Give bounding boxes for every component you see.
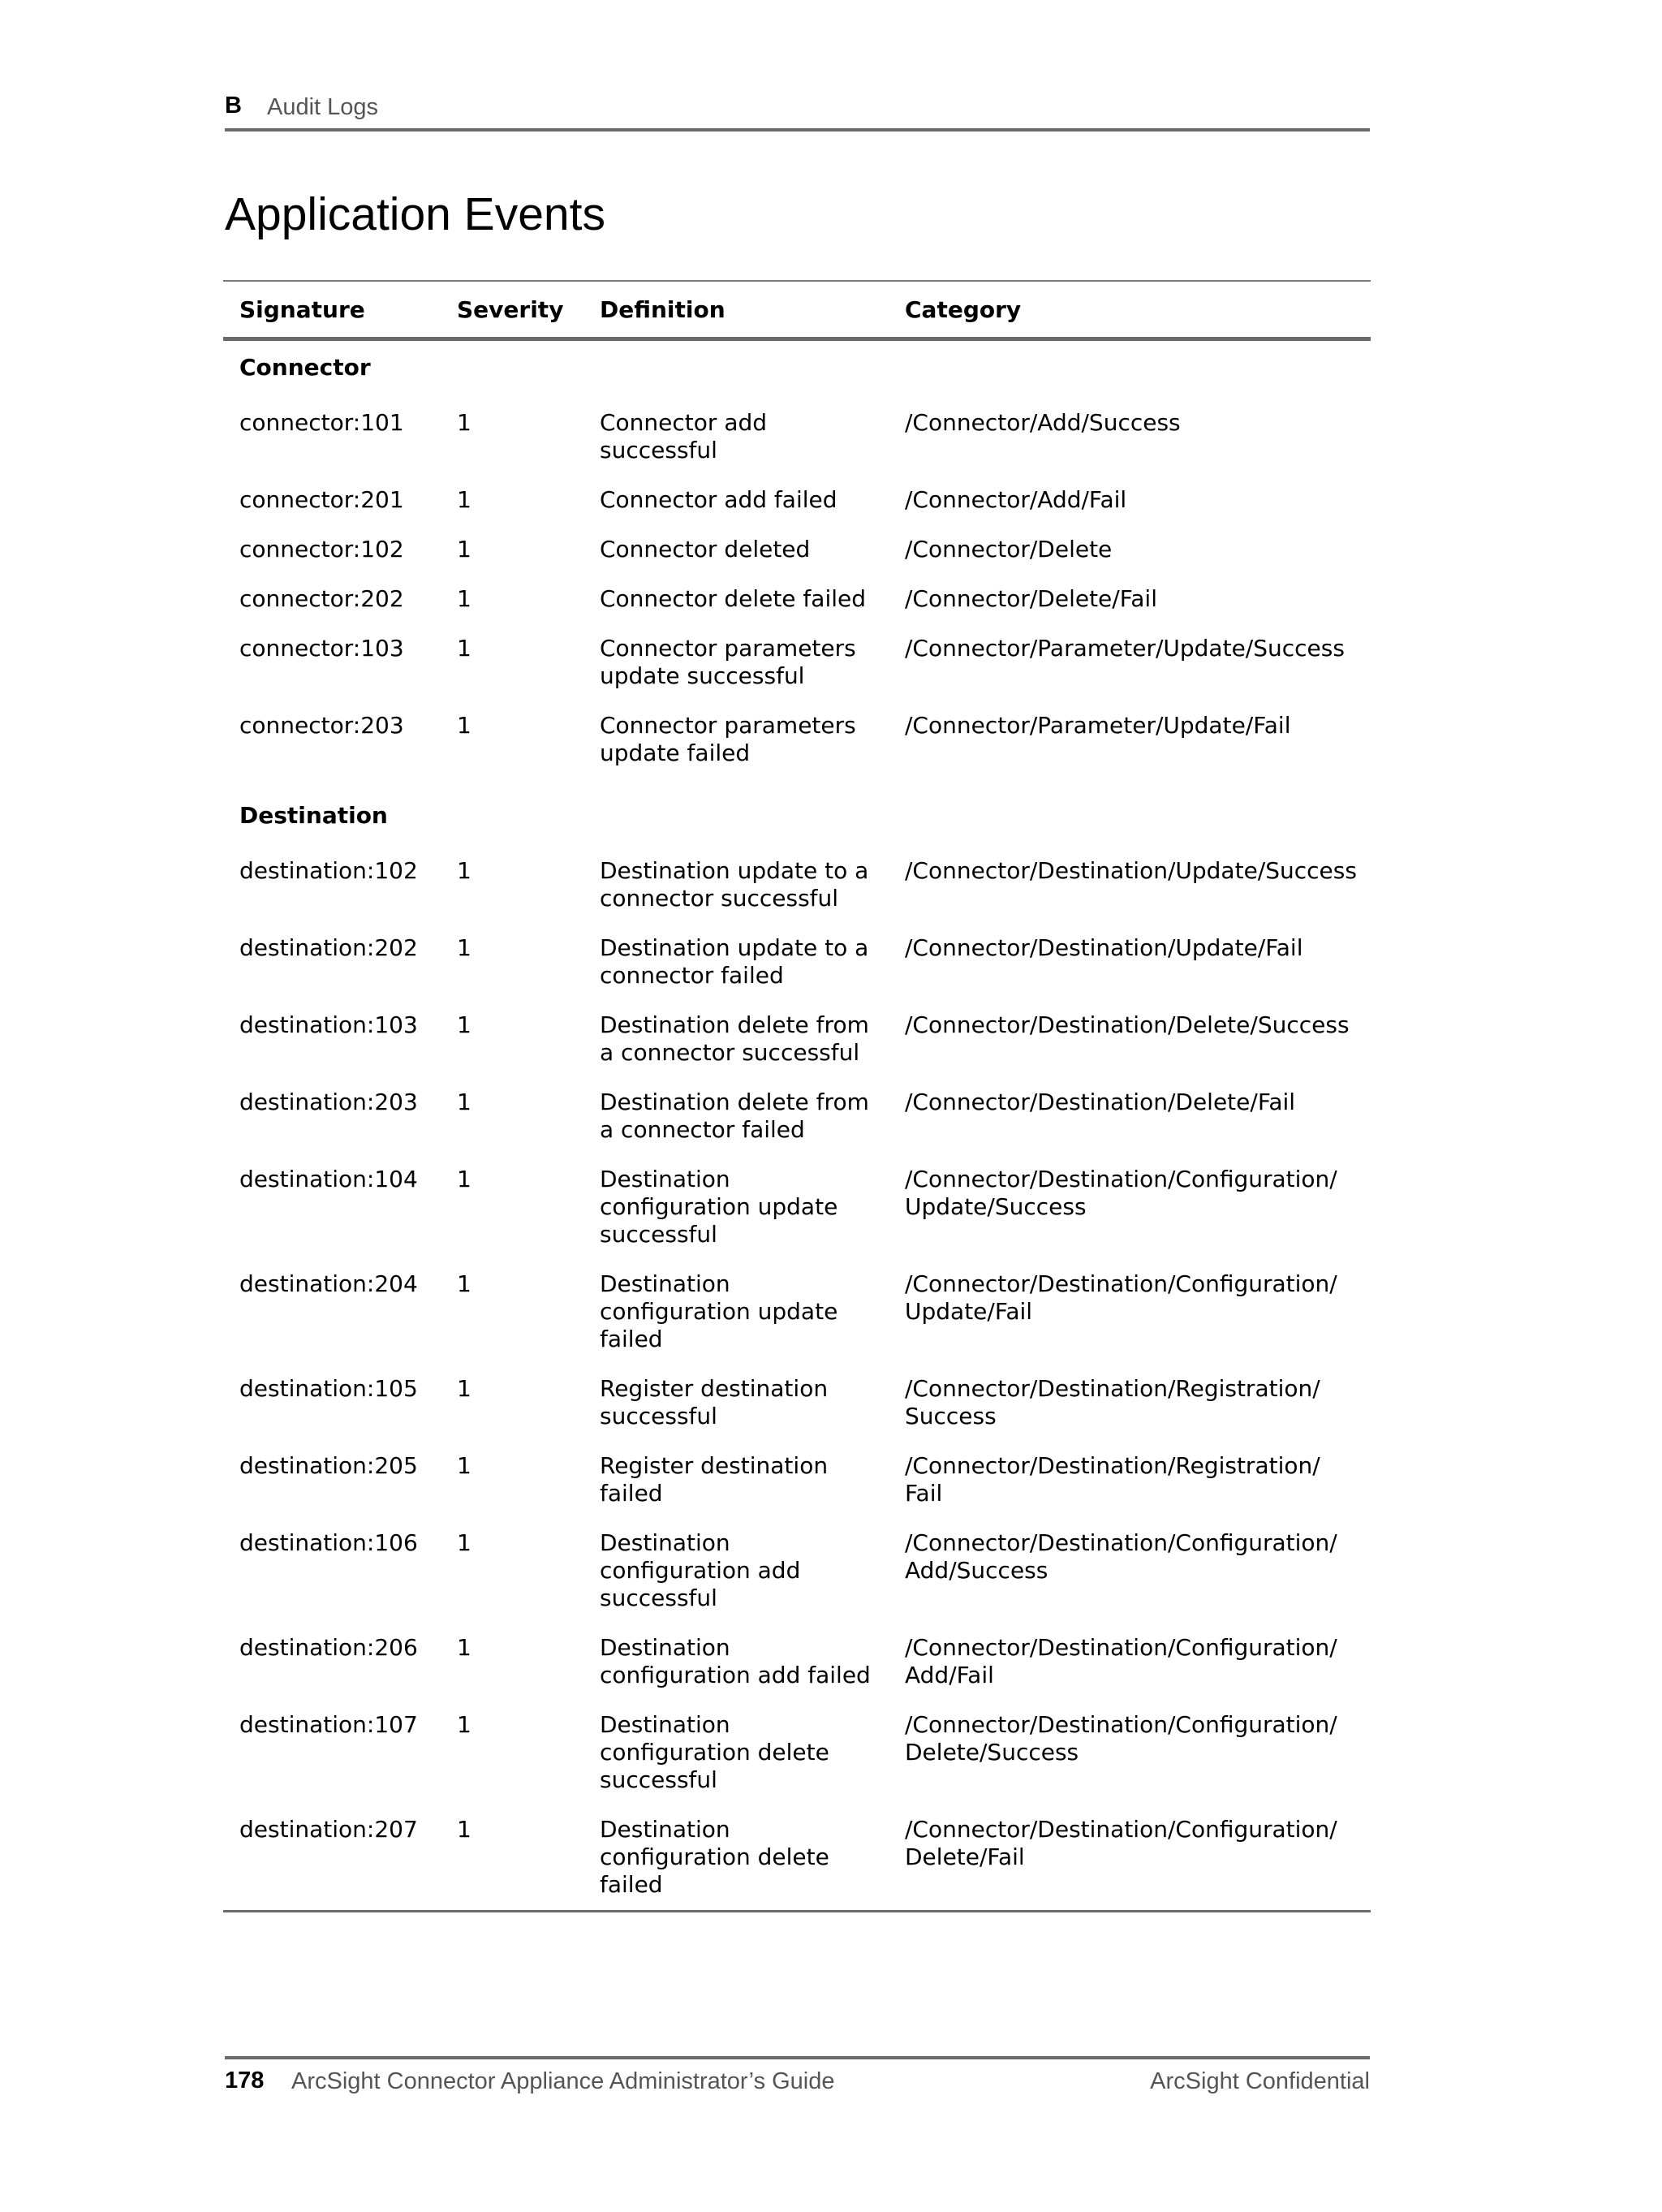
cell-definition: Connector deleted	[600, 536, 811, 563]
table-row	[223, 585, 1371, 635]
cell-category: /Connector/Parameter/Update/Fail	[905, 712, 1291, 739]
cell-category: /Connector/Destination/Delete/Success	[905, 1011, 1350, 1038]
cell-definition: Destination configuration delete failed	[583, 1816, 889, 1912]
page-title: Application Events	[225, 188, 605, 240]
header-row	[223, 281, 1371, 339]
cell-signature: connector:201	[239, 486, 404, 513]
cell-severity: 1	[457, 1089, 471, 1115]
guide-title: ArcSight Connector Appliance Administrator’s Guide	[291, 2068, 835, 2094]
table-row	[223, 1011, 1371, 1089]
group-row	[223, 339, 1371, 410]
cell-definition: Destination update to a connector failed	[600, 934, 869, 989]
column-header-definition: Definition	[583, 281, 889, 339]
cell-severity: 1	[457, 1011, 471, 1038]
cell-definition: Destination configuration update failed	[600, 1270, 838, 1352]
cell-signature: destination:107	[239, 1711, 418, 1738]
table-row	[223, 1166, 1371, 1270]
table-row	[223, 409, 1371, 486]
column-header-signature: Signature	[223, 281, 441, 339]
cell-severity: 1	[457, 1529, 471, 1556]
running-header	[225, 89, 1370, 132]
cell-signature: connector:203	[239, 712, 404, 739]
section-title: Audit Logs	[267, 94, 379, 120]
table-row	[223, 934, 1371, 1011]
cell-category: /Connector/Add/Success	[905, 409, 1181, 436]
cell-definition: Destination configuration add failed	[600, 1634, 871, 1688]
cell-signature: destination:102	[239, 857, 418, 884]
cell-signature: connector:103	[239, 635, 404, 662]
application-events-table	[223, 280, 1371, 1912]
cell-signature: destination:202	[239, 934, 418, 961]
cell-definition: Destination configuration add successful	[600, 1529, 801, 1611]
cell-severity: 1	[457, 635, 471, 662]
column-header-severity: Severity	[441, 281, 583, 339]
appendix-letter: B	[225, 93, 242, 119]
table-row	[223, 857, 1371, 934]
cell-definition: Connector add failed	[600, 486, 837, 513]
cell-category: /Connector/Destination/Configuration/ Add/Fail	[905, 1634, 1337, 1688]
cell-definition: Register destination successful	[600, 1375, 829, 1429]
cell-category: /Connector/Destination/Update/Fail	[905, 934, 1303, 961]
cell-category: /Connector/Destination/Delete/Fail	[905, 1089, 1296, 1115]
table-row	[223, 1634, 1371, 1711]
cell-signature: destination:207	[223, 1816, 441, 1912]
cell-definition: Connector add successful	[600, 409, 768, 464]
cell-severity: 1	[457, 536, 471, 563]
cell-severity: 1	[457, 1270, 471, 1297]
cell-category: /Connector/Destination/Configuration/ Delete/Success	[905, 1711, 1337, 1766]
cell-severity: 1	[457, 409, 471, 436]
table-row	[223, 1452, 1371, 1529]
cell-signature: destination:206	[239, 1634, 418, 1661]
cell-severity: 1	[457, 857, 471, 884]
cell-severity: 1	[457, 1634, 471, 1661]
table-row	[223, 1816, 1371, 1912]
page-number: 178	[225, 2068, 265, 2093]
table-row	[223, 1375, 1371, 1452]
table-row	[223, 1711, 1371, 1816]
cell-category: /Connector/Destination/Configuration/ Update/Success	[905, 1166, 1337, 1220]
confidentiality-notice: ArcSight Confidential	[1150, 2068, 1370, 2094]
cell-category: /Connector/Delete/Fail	[905, 585, 1157, 612]
table-row	[223, 712, 1371, 789]
cell-severity: 1	[457, 712, 471, 739]
cell-signature: destination:104	[239, 1166, 418, 1192]
cell-definition: Destination configuration delete successful	[600, 1711, 829, 1793]
cell-category: /Connector/Delete	[905, 536, 1113, 563]
cell-severity: 1	[457, 1452, 471, 1479]
cell-severity: 1	[457, 1711, 471, 1738]
cell-signature: destination:103	[239, 1011, 418, 1038]
cell-severity: 1	[457, 486, 471, 513]
cell-category: /Connector/Destination/Configuration/ Delete/Fail	[889, 1816, 1371, 1912]
cell-signature: connector:101	[239, 409, 404, 436]
cell-severity: 1	[441, 1816, 583, 1912]
cell-definition: Destination delete from a connector failed	[600, 1089, 869, 1143]
events-table-container	[223, 280, 1371, 1912]
table-row	[223, 1529, 1371, 1634]
table-header	[223, 281, 1371, 339]
column-header-category: Category	[889, 281, 1371, 339]
cell-severity: 1	[457, 934, 471, 961]
cell-signature: destination:204	[239, 1270, 418, 1297]
cell-category: /Connector/Destination/Configuration/ Update/Fail	[905, 1270, 1337, 1325]
cell-signature: destination:203	[239, 1089, 418, 1115]
cell-signature: destination:205	[239, 1452, 418, 1479]
cell-category: /Connector/Destination/Update/Success	[905, 857, 1357, 884]
table-body	[223, 339, 1371, 1912]
cell-signature: connector:102	[239, 536, 404, 563]
cell-definition: Connector delete failed	[600, 585, 867, 612]
cell-signature: destination:105	[239, 1375, 418, 1402]
group-row	[223, 789, 1371, 857]
cell-signature: connector:202	[239, 585, 404, 612]
cell-definition: Register destination failed	[600, 1452, 829, 1507]
cell-category: /Connector/Destination/Registration/ Success	[905, 1375, 1320, 1429]
cell-category: /Connector/Parameter/Update/Success	[905, 635, 1345, 662]
cell-category: /Connector/Destination/Registration/ Fail	[905, 1452, 1320, 1507]
cell-definition: Connector parameters update successful	[600, 635, 856, 689]
cell-definition: Destination delete from a connector successful	[600, 1011, 869, 1066]
cell-category: /Connector/Destination/Configuration/ Add/Success	[905, 1529, 1337, 1584]
table-row	[223, 486, 1371, 536]
group-label: Destination	[239, 802, 388, 829]
cell-definition: Destination configuration update successful	[600, 1166, 838, 1248]
cell-definition: Connector parameters update failed	[600, 712, 856, 766]
group-label: Connector	[239, 354, 371, 381]
table-row	[223, 1270, 1371, 1375]
cell-category: /Connector/Add/Fail	[905, 486, 1127, 513]
table-row	[223, 536, 1371, 585]
table-row	[223, 1089, 1371, 1166]
cell-definition: Destination update to a connector successful	[600, 857, 869, 912]
cell-severity: 1	[457, 1375, 471, 1402]
cell-severity: 1	[457, 585, 471, 612]
cell-severity: 1	[457, 1166, 471, 1192]
cell-signature: destination:106	[239, 1529, 418, 1556]
table-row	[223, 635, 1371, 712]
running-footer	[225, 2056, 1370, 2100]
